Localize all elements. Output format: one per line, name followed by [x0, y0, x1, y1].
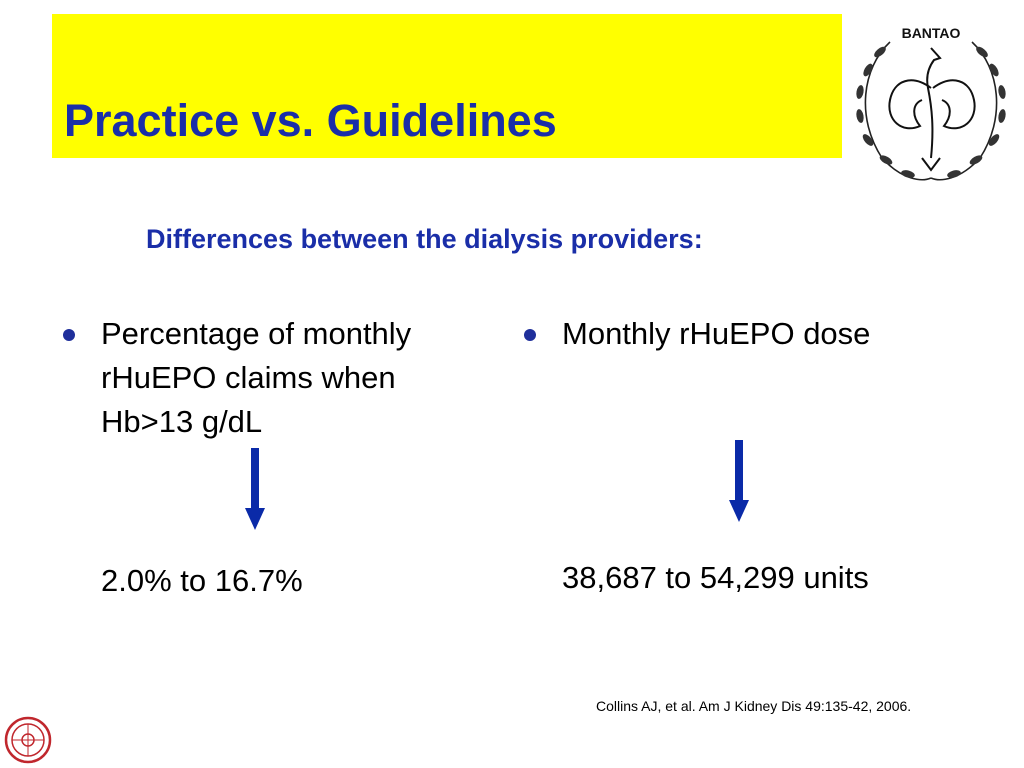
down-arrow-icon [728, 440, 750, 522]
bullet-text: Percentage of monthly rHuEPO claims when Hb>13 g/dL [101, 316, 412, 439]
slide-title: Practice vs. Guidelines [64, 95, 557, 146]
bullet-dot-icon [524, 329, 536, 341]
bullet-text: Monthly rHuEPO dose [562, 316, 871, 351]
citation: Collins AJ, et al. Am J Kidney Dis 49:135-42, 2006. [596, 698, 912, 714]
claims-range-value: 2.0% to 16.7% [101, 563, 303, 598]
bullet-item-claims [101, 312, 491, 444]
down-arrow-icon [244, 448, 266, 530]
dose-range-value: 38,687 to 54,299 units [562, 560, 869, 595]
bantao-logo [842, 8, 1020, 188]
logo-text: BANTAO [901, 25, 961, 41]
university-seal-icon [4, 716, 52, 764]
slide-subtitle: Differences between the dialysis providers: [146, 224, 703, 254]
bullet-item-dose [562, 312, 982, 356]
title-banner [52, 14, 842, 158]
bullet-dot-icon [63, 329, 75, 341]
